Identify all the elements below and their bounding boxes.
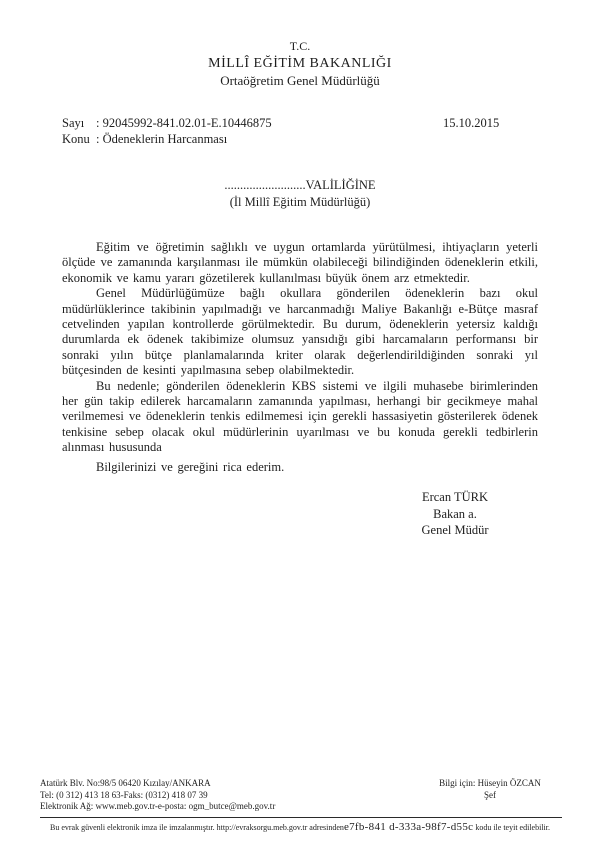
footer-network: Elektronik Ağ: www.meb.gov.tr-e-posta: ogm_butce@meb.gov.tr — [40, 801, 276, 811]
letterhead — [0, 38, 600, 89]
verification-line — [0, 821, 600, 833]
body-paragraph-1: Eğitim ve öğretimin sağlıklı ve uygun ortamlarda yürütülmesi, ihtiyaçların yeterli ölçüde ve zamanında karşılanması ile mümkün olabileceği bilindiğinden ödeneklerin etkili, ekonomik ve kamu yararı gözetilerek kullanılması büyük önem arz etmektedir. — [62, 240, 538, 285]
addressee-block — [0, 177, 600, 211]
footer-contact-block — [40, 778, 275, 813]
footer-address: Atatürk Blv. No:98/5 06420 Kızılay/ANKARA — [40, 778, 211, 788]
closing-line: Bilgilerinizi ve gereğini rica ederim. — [96, 459, 285, 474]
footer-phone: Tel: (0 312) 413 18 63-Faks: (0312) 418 07 39 — [40, 789, 208, 800]
document-date: 15.10.2015 — [443, 116, 500, 130]
footer-info-block — [420, 778, 560, 801]
letter-body — [62, 240, 538, 475]
signatory-capacity: Bakan a. — [433, 506, 477, 521]
directorate-name: Ortaöğretim Genel Müdürlüğü — [220, 73, 380, 88]
konu-label: Konu — [62, 132, 90, 146]
konu-value: : Ödeneklerin Harcanması — [96, 132, 228, 146]
verification-code: e7fb-841 d-333a-98f7-d55c — [343, 821, 474, 833]
footer-contact-person: Bilgi için: Hüseyin ÖZCAN — [439, 778, 541, 788]
state-abbreviation: T.C. — [289, 39, 311, 53]
signatory-name: Ercan TÜRK — [421, 490, 489, 504]
verification-prefix: Bu evrak güvenli elektronik imza ile imzalanmıştır. http://evraksorgu.meb.gov.tr adresinden — [50, 823, 344, 832]
addressee-subunit: (İl Millî Eğitim Müdürlüğü) — [229, 195, 371, 209]
konu-row — [62, 131, 538, 147]
sayi-value: : 92045992-841.02.01-E.10446875 — [96, 116, 272, 130]
signatory-title: Genel Müdür — [421, 523, 489, 537]
body-paragraph-2: Genel Müdürlüğümüze bağlı okullara gönderilen ödeneklerin bazı okul müdürlüklerince takibinin yapılmadığı ve harcanmadığı Maliye Bakanlığı e-Bütçe masraf cetvelinden yapılan kontrollerde görülmektedir. Bu durum, ödeneklerin yetersiz kaldığı durumlarda ek ödenek takibimize olumsuz yansıdığı gibi harcamaların performansı bir sonraki yılın bütçe planlamalarında kriter olarak değerlendirildiğinden sonraki yıl bütçesinden de kesinti yapılmasına sebep olabilmektedir. — [62, 286, 538, 378]
footer-divider — [40, 817, 562, 818]
signature-block — [385, 489, 525, 539]
verification-suffix: kodu ile teyit edilebilir. — [473, 823, 550, 832]
footer-contact-title: Şef — [484, 789, 496, 800]
ministry-name: MİLLÎ EĞİTİM BAKANLIĞI — [208, 56, 392, 71]
addressee-governorship: ..........................VALİLİĞİNE — [224, 178, 376, 192]
sayi-label: Sayı — [62, 116, 85, 130]
body-paragraph-3: Bu nedenle; gönderilen ödeneklerin KBS sistemi ve ilgili muhasebe birimlerinden her gün takip edilerek harcamaların zamanında yapılması, herhangi bir gecikmeye mahal verilmemesi ve ödeneklerin tenkis edilmemesi için gerekli hassasiyetin gösterilerek ödenek tenkisine sebep olacak okul müdürlerinin uyarılması ve bu konuda gerekli tedbirlerin alınması hususunda — [62, 378, 538, 455]
